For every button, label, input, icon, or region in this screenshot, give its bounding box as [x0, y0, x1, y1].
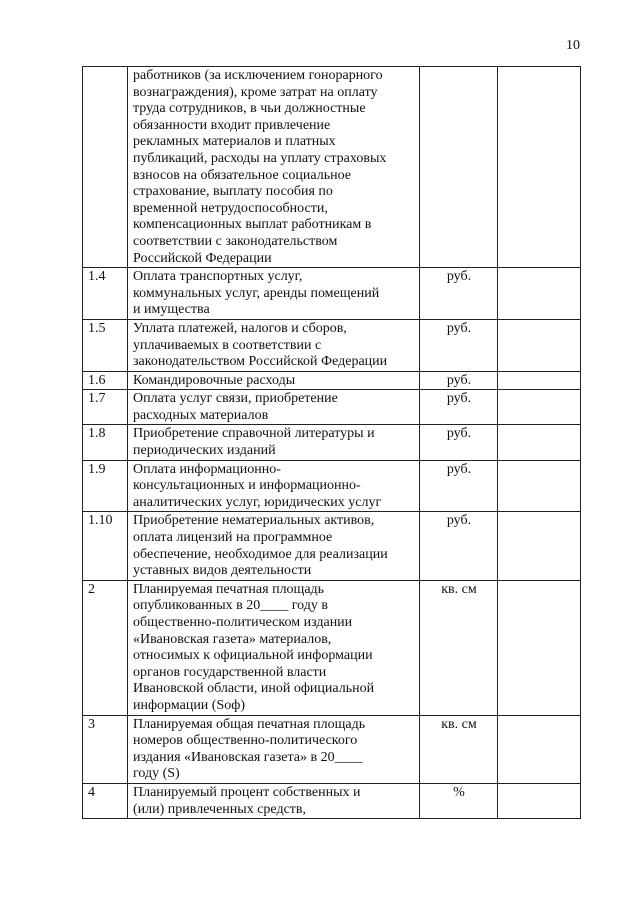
- table-row: [83, 268, 581, 320]
- budget-table: [82, 66, 581, 819]
- table-row: [83, 783, 581, 818]
- row-unit: руб.: [420, 512, 498, 580]
- row-number: [83, 67, 128, 268]
- row-unit: руб.: [420, 460, 498, 512]
- row-unit: кв. см: [420, 580, 498, 715]
- row-number: 4: [83, 783, 128, 818]
- table-row: [83, 715, 581, 783]
- table-row: [83, 425, 581, 460]
- row-value: [498, 512, 581, 580]
- row-description: Планируемая общая печатная площадь номеров общественно-политического издания «Ивановская газета» в 20____ году (S): [128, 715, 420, 783]
- row-unit: руб.: [420, 268, 498, 320]
- row-value: [498, 460, 581, 512]
- row-unit: руб.: [420, 390, 498, 425]
- row-value: [498, 715, 581, 783]
- table-row: [83, 512, 581, 580]
- row-number: 2: [83, 580, 128, 715]
- row-description: Оплата услуг связи, приобретение расходных материалов: [128, 390, 420, 425]
- table-row: [83, 390, 581, 425]
- row-description: Приобретение справочной литературы и периодических изданий: [128, 425, 420, 460]
- row-description: работников (за исключением гонорарного вознаграждения), кроме затрат на оплату труда сотрудников, в чьи должностные обязанности входит привлечение рекламных материалов и платных публикаций, расходы на уплату страховых взносов на обязательное социальное страхование, выплату пособия по временной нетрудоспособности, компенсационных выплат работникам в соответствии с законодательством Российской Федерации: [128, 67, 420, 268]
- table-row: [83, 460, 581, 512]
- row-number: 1.7: [83, 390, 128, 425]
- row-value: [498, 580, 581, 715]
- row-unit: руб.: [420, 425, 498, 460]
- row-number: 1.10: [83, 512, 128, 580]
- row-unit: кв. см: [420, 715, 498, 783]
- row-number: 1.8: [83, 425, 128, 460]
- row-value: [498, 319, 581, 371]
- row-description: Приобретение нематериальных активов, оплата лицензий на программное обеспечение, необходимое для реализации уставных видов деятельности: [128, 512, 420, 580]
- page-number: 10: [566, 38, 580, 53]
- row-value: [498, 390, 581, 425]
- row-description: Уплата платежей, налогов и сборов, уплачиваемых в соответствии с законодательством Российской Федерации: [128, 319, 420, 371]
- row-unit: %: [420, 783, 498, 818]
- row-number: 1.4: [83, 268, 128, 320]
- row-value: [498, 268, 581, 320]
- table-row: [83, 580, 581, 715]
- row-unit: руб.: [420, 371, 498, 390]
- row-value: [498, 67, 581, 268]
- row-description: Командировочные расходы: [128, 371, 420, 390]
- row-number: 1.6: [83, 371, 128, 390]
- table-row: [83, 319, 581, 371]
- row-number: 1.5: [83, 319, 128, 371]
- row-number: 3: [83, 715, 128, 783]
- row-description: Планируемый процент собственных и (или) привлеченных средств,: [128, 783, 420, 818]
- row-value: [498, 371, 581, 390]
- row-unit: [420, 67, 498, 268]
- row-description: Планируемая печатная площадь опубликованных в 20____ году в общественно-политическом издании «Ивановская газета» материалов, относимых к официальной информации органов государственной власти Ивановской области, иной официальной информации (Sоф): [128, 580, 420, 715]
- row-number: 1.9: [83, 460, 128, 512]
- table-row: [83, 67, 581, 268]
- row-value: [498, 783, 581, 818]
- row-description: Оплата информационно- консультационных и информационно- аналитических услуг, юридических услуг: [128, 460, 420, 512]
- row-description: Оплата транспортных услуг, коммунальных услуг, аренды помещений и имущества: [128, 268, 420, 320]
- row-value: [498, 425, 581, 460]
- row-unit: руб.: [420, 319, 498, 371]
- table-row: [83, 371, 581, 390]
